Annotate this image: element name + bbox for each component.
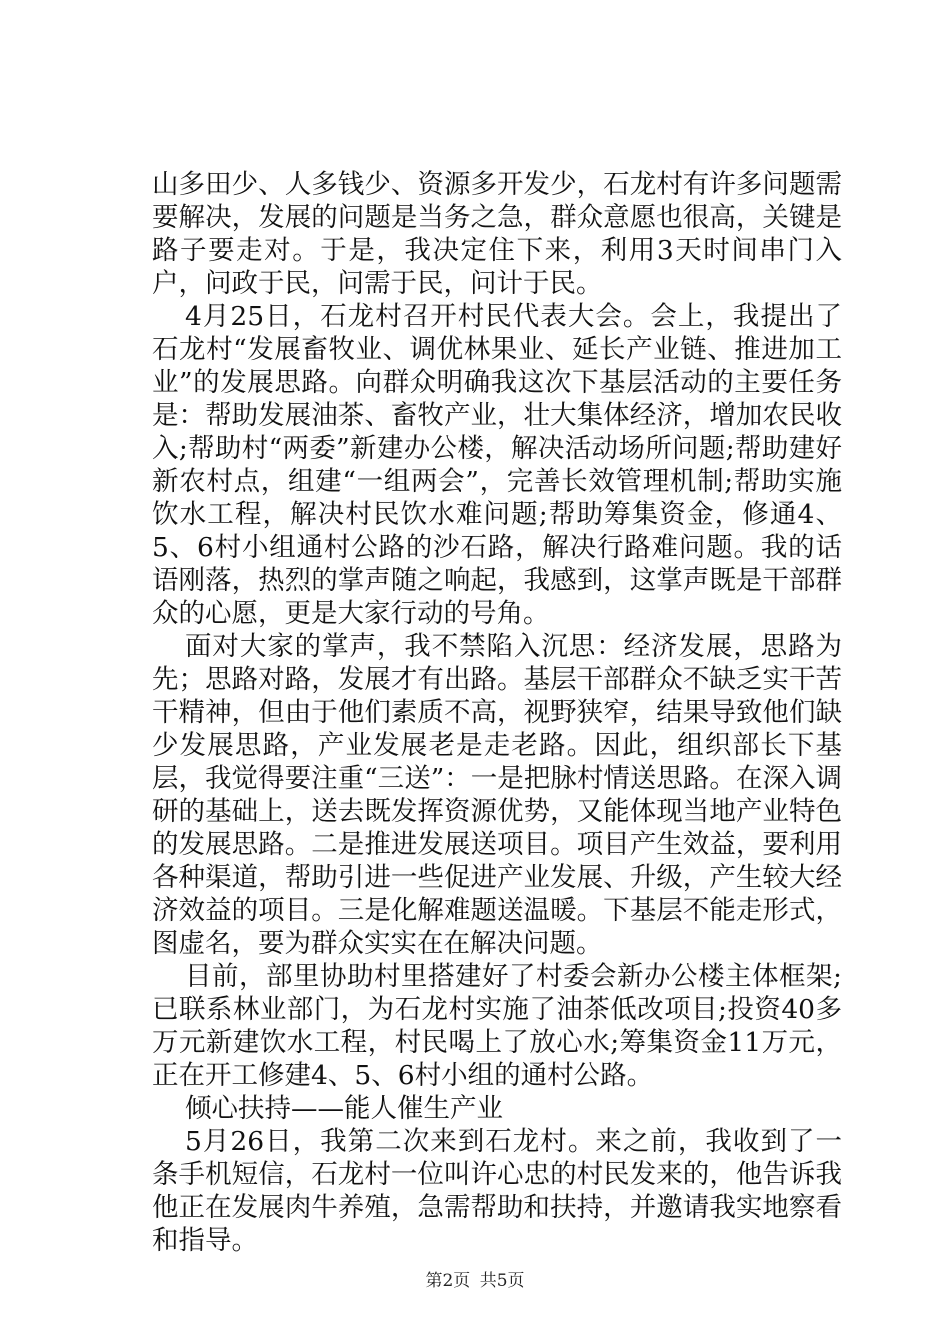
paragraph-2: 4月25日，石龙村召开村民代表大会。会上，我提出了石龙村“发展畜牧业、调优林果业、延长产业链、推进加工业”的发展思路。向群众明确我这次下基层活动的主要任务是：帮助发展油茶、畜牧产业，壮大集体经济，增加农民收入;帮助村“两委”新建办公楼，解决活动场所问题;帮助建好新农村点，组建“一组两会”，完善长效管理机制;帮助实施饮水工程，解决村民饮水难问题;帮助筹集资金，修通4、5、6村小组通村公路的沙石路，解决行路难问题。我的话语刚落，热烈的掌声随之响起，我感到，这掌声既是干部群众的心愿，更是大家行动的号角。 (152, 301, 842, 629)
paragraph-1: 山多田少、人多钱少、资源多开发少，石龙村有许多问题需要解决，发展的问题是当务之急，群众意愿也很高，关键是路子要走对。于是，我决定住下来，利用3天时间串门入户，问政于民，问需于民，问计于民。 (152, 169, 842, 299)
page-footer (0, 1270, 950, 1292)
section-heading: 倾心扶持——能人催生产业 (185, 1093, 503, 1124)
page-number: 第2页 (425, 1271, 471, 1291)
document-body (152, 168, 842, 1257)
page-total: 共5页 (479, 1271, 525, 1291)
paragraph-4: 目前，部里协助村里搭建好了村委会新办公楼主体框架;已联系林业部门，为石龙村实施了油茶低改项目;投资40多万元新建饮水工程，村民喝上了放心水;筹集资金11万元，正在开工修建4、5、6村小组的通村公路。 (152, 961, 842, 1091)
paragraph-3: 面对大家的掌声，我不禁陷入沉思：经济发展，思路为先；思路对路，发展才有出路。基层干部群众不缺乏实干苦干精神，但由于他们素质不高，视野狭窄，结果导致他们缺少发展思路，产业发展老是走老路。因此，组织部长下基层，我觉得要注重“三送”：一是把脉村情送思路。在深入调研的基础上，送去既发挥资源优势，又能体现当地产业特色的发展思路。二是推进发展送项目。项目产生效益，要利用各种渠道，帮助引进一些促进产业发展、升级，产生较大经济效益的项目。三是化解难题送温暖。下基层不能走形式，图虚名，要为群众实实在在解决问题。 (152, 631, 842, 959)
paragraph-6: 5月26日，我第二次来到石龙村。来之前，我收到了一条手机短信，石龙村一位叫许心忠的村民发来的，他告诉我他正在发展肉牛养殖，急需帮助和扶持，并邀请我实地察看和指导。 (152, 1126, 842, 1256)
